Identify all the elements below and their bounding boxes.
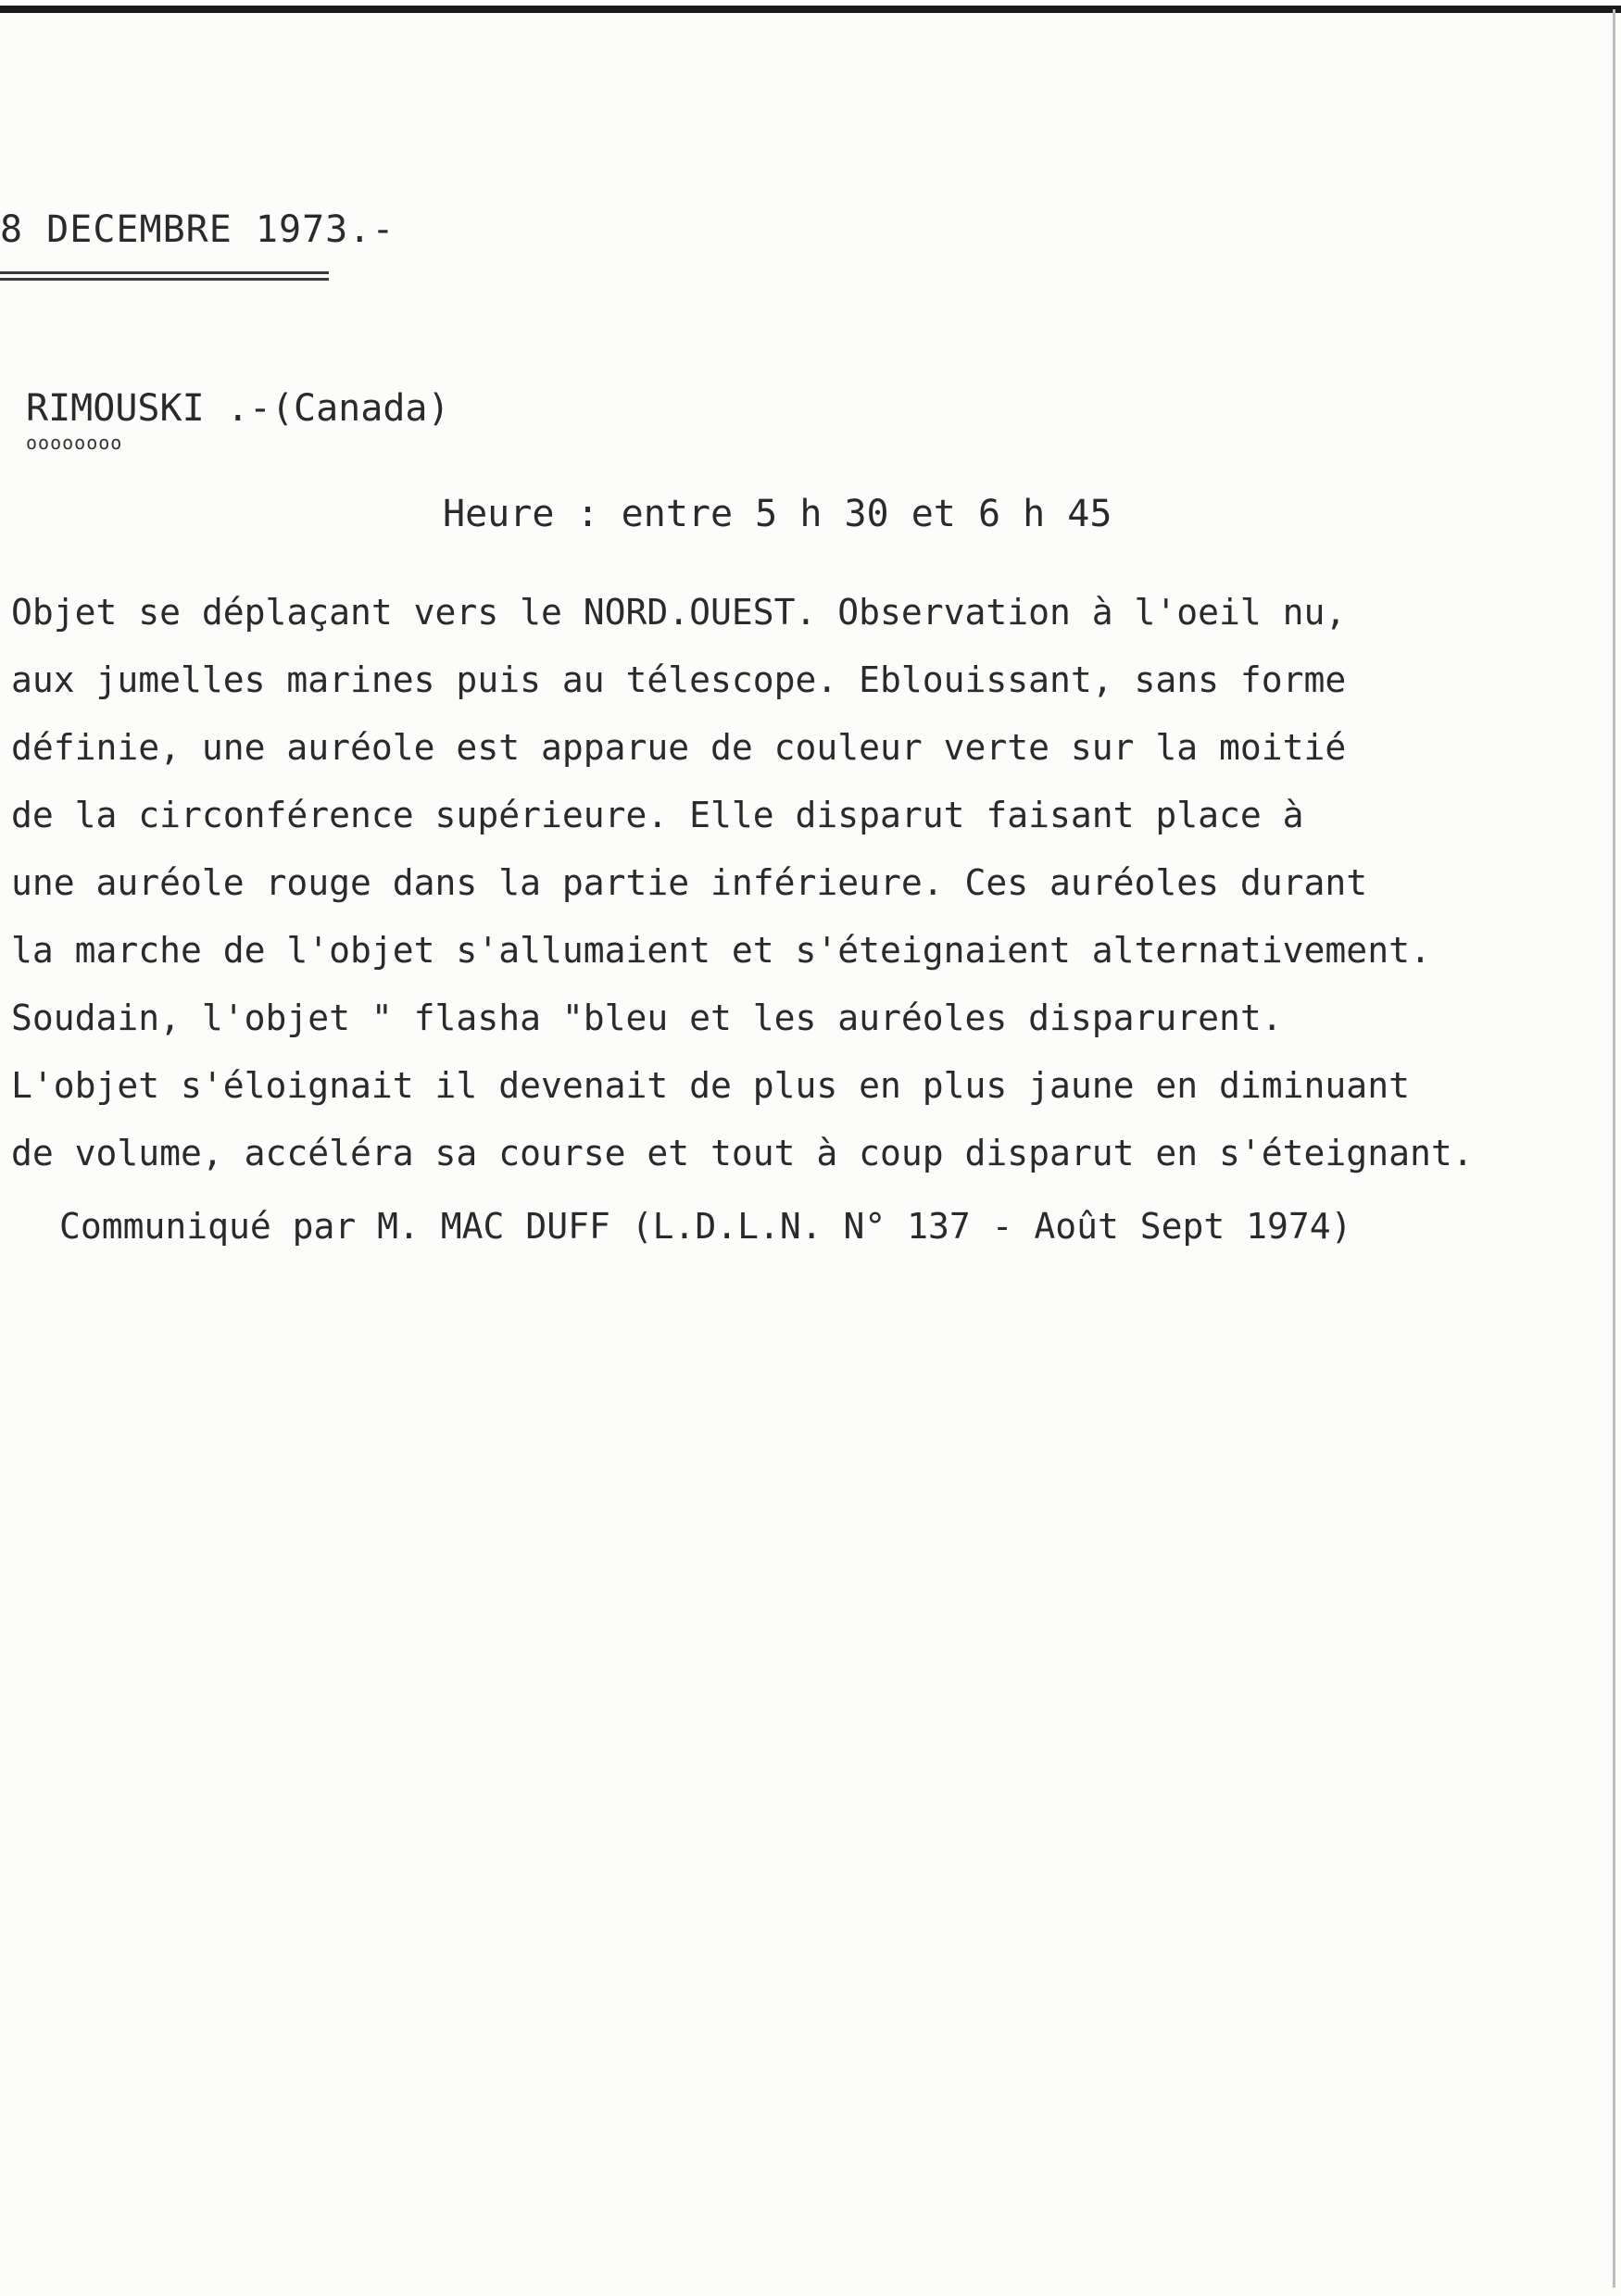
- right-edge-line: [1613, 9, 1615, 2288]
- observation-body: [11, 579, 1586, 1187]
- body-line: Soudain, l'objet " flasha "bleu et les auréoles disparurent.: [11, 997, 1283, 1038]
- top-edge-line: [0, 6, 1621, 13]
- body-line: une auréole rouge dans la partie inférieure. Ces auréoles durant: [11, 862, 1368, 903]
- body-line: Objet se déplaçant vers le NORD.OUEST. Observation à l'oeil nu,: [11, 592, 1347, 633]
- location-heading: RIMOUSKI .-(Canada): [26, 387, 450, 430]
- date-underline: [0, 271, 329, 274]
- body-line: de volume, accéléra sa course et tout à coup disparut en s'éteignant.: [11, 1133, 1474, 1173]
- body-line: aux jumelles marines puis au télescope. Eblouissant, sans forme: [11, 659, 1347, 700]
- credit-line: Communiqué par M. MAC DUFF (L.D.L.N. N° 137 - Août Sept 1974): [59, 1206, 1352, 1247]
- body-line: définie, une auréole est apparue de couleur verte sur la moitié: [11, 727, 1347, 768]
- time-line: Heure : entre 5 h 30 et 6 h 45: [443, 493, 1112, 535]
- body-line: de la circonférence supérieure. Elle disparut faisant place à: [11, 795, 1304, 835]
- body-line: la marche de l'objet s'allumaient et s'éteignaient alternativement.: [11, 930, 1431, 971]
- location-decoration: oooooooo: [26, 432, 123, 454]
- date-heading: 8 DECEMBRE 1973.-: [0, 208, 396, 251]
- date-double-underline: [0, 278, 329, 281]
- body-line: L'objet s'éloignait il devenait de plus en plus jaune en diminuant: [11, 1065, 1410, 1106]
